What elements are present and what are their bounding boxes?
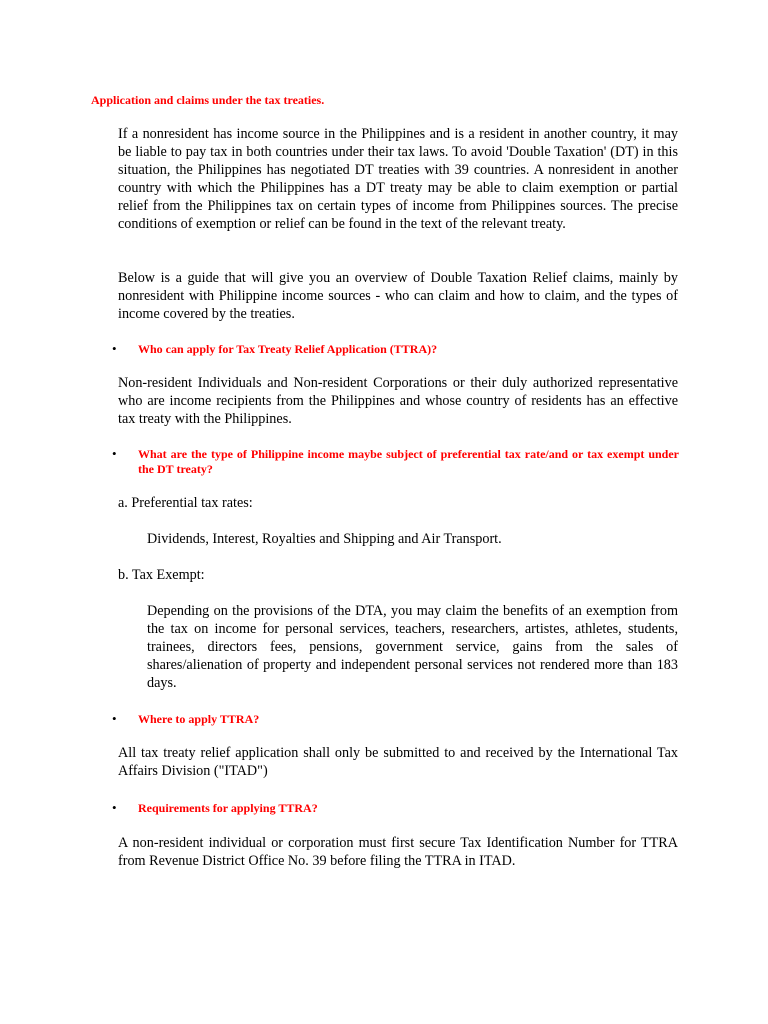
bullet-icon: • — [112, 446, 117, 461]
document-title: Application and claims under the tax treaties. — [91, 93, 325, 107]
section-heading: What are the type of Philippine income maybe subject of preferential tax rate/and or tax exempt under the DT treaty? — [138, 447, 679, 476]
section-answer: Non-resident Individuals and Non-resident Corporations or their duly authorized representative who are income recipients from the Philippines and whose country of residents has an effective tax treaty with the Philippines. — [118, 375, 678, 428]
bullet-icon: • — [112, 711, 117, 726]
section-heading: Requirements for applying TTRA? — [138, 801, 318, 815]
sub-item-text: Dividends, Interest, Royalties and Shipping and Air Transport. — [147, 531, 502, 547]
sub-item-label: b. Tax Exempt: — [118, 567, 205, 583]
section-heading: Who can apply for Tax Treaty Relief Application (TTRA)? — [138, 342, 438, 356]
guide-paragraph: Below is a guide that will give you an overview of Double Taxation Relief claims, mainly by nonresident with Philippine income sources - who can claim and how to claim, and the types of income covered by the treaties. — [118, 270, 678, 323]
section-answer: All tax treaty relief application shall only be submitted to and received by the International Tax Affairs Division ("ITAD") — [118, 745, 678, 780]
section-answer: A non-resident individual or corporation must first secure Tax Identification Number for TTRA from Revenue District Office No. 39 before filing the TTRA in ITAD. — [118, 835, 678, 870]
intro-paragraph: If a nonresident has income source in the Philippines and is a resident in another country, it may be liable to pay tax in both countries under their tax laws. To avoid 'Double Taxation' (DT) in this situation, the Philippines has negotiated DT treaties with 39 countries. A nonresident in another country with which the Philippines has a DT treaty may be able to claim exemption or partial relief from the Philippines tax on certain types of income from Philippines sources. The precise conditions of exemption or relief can be found in the text of the relevant treaty. — [118, 126, 678, 233]
sub-item-text: Depending on the provisions of the DTA, you may claim the benefits of an exemption from the tax on income for personal services, teachers, researchers, artistes, athletes, students, trainees, directors fees, pensions, government service, gains from the sales of shares/alienation of property and independent personal services not rendered more than 183 days. — [147, 603, 678, 692]
sub-item-label: a. Preferential tax rates: — [118, 495, 253, 511]
bullet-icon: • — [112, 800, 117, 815]
bullet-icon: • — [112, 341, 117, 356]
section-heading: Where to apply TTRA? — [138, 712, 260, 726]
